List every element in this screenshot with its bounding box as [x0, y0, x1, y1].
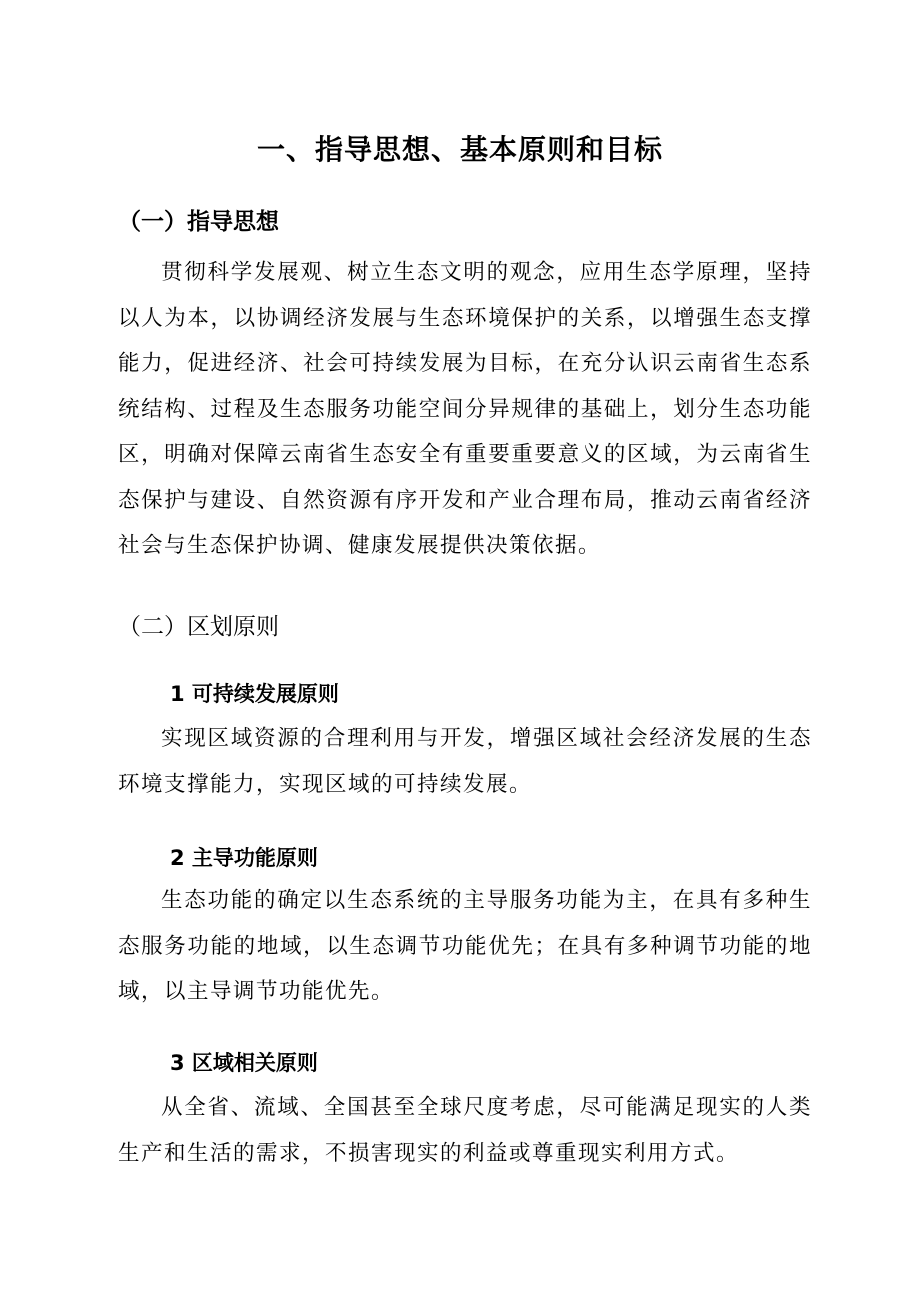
- principle-heading-dominant-function: 2 主导功能原则: [170, 846, 318, 870]
- principle-paragraph-regional-correlation: 从全省、流域、全国甚至全球尺度考虑，尽可能满足现实的人类生产和生活的需求，不损害现实的利益或尊重现实利用方式。: [118, 1095, 812, 1166]
- principle-heading-regional-correlation: 3 区域相关原则: [170, 1051, 318, 1075]
- principle-paragraph-sustainable-development: 实现区域资源的合理利用与开发，增强区域社会经济发展的生态环境支撑能力，实现区域的可持续发展。: [118, 726, 812, 797]
- principle-paragraph-dominant-function: 生态功能的确定以生态系统的主导服务功能为主，在具有多种生态服务功能的地域，以生态调节功能优先；在具有多种调节功能的地域，以主导调节功能优先。: [118, 888, 812, 1004]
- principle-heading-sustainable-development: 1 可持续发展原则: [170, 682, 339, 706]
- page-title: 一、指导思想、基本原则和目标: [256, 133, 663, 166]
- section-heading-guiding-ideology: （一）指导思想: [118, 209, 279, 235]
- section-paragraph-guiding-ideology: 贯彻科学发展观、树立生态文明的观念，应用生态学原理，坚持以人为本，以协调经济发展与生态环境保护的关系，以增强生态支撑能力，促进经济、社会可持续发展为目标，在充分认识云南省生态系统结构、过程及生态服务功能空间分异规律的基础上，划分生态功能区，明确对保障云南省生态安全有重要重要意义的区域，为云南省生态保护与建设、自然资源有序开发和产业合理布局，推动云南省经济社会与生态保护协调、健康发展提供决策依据。: [118, 260, 812, 558]
- section-heading-zoning-principles: （二）区划原则: [118, 614, 279, 640]
